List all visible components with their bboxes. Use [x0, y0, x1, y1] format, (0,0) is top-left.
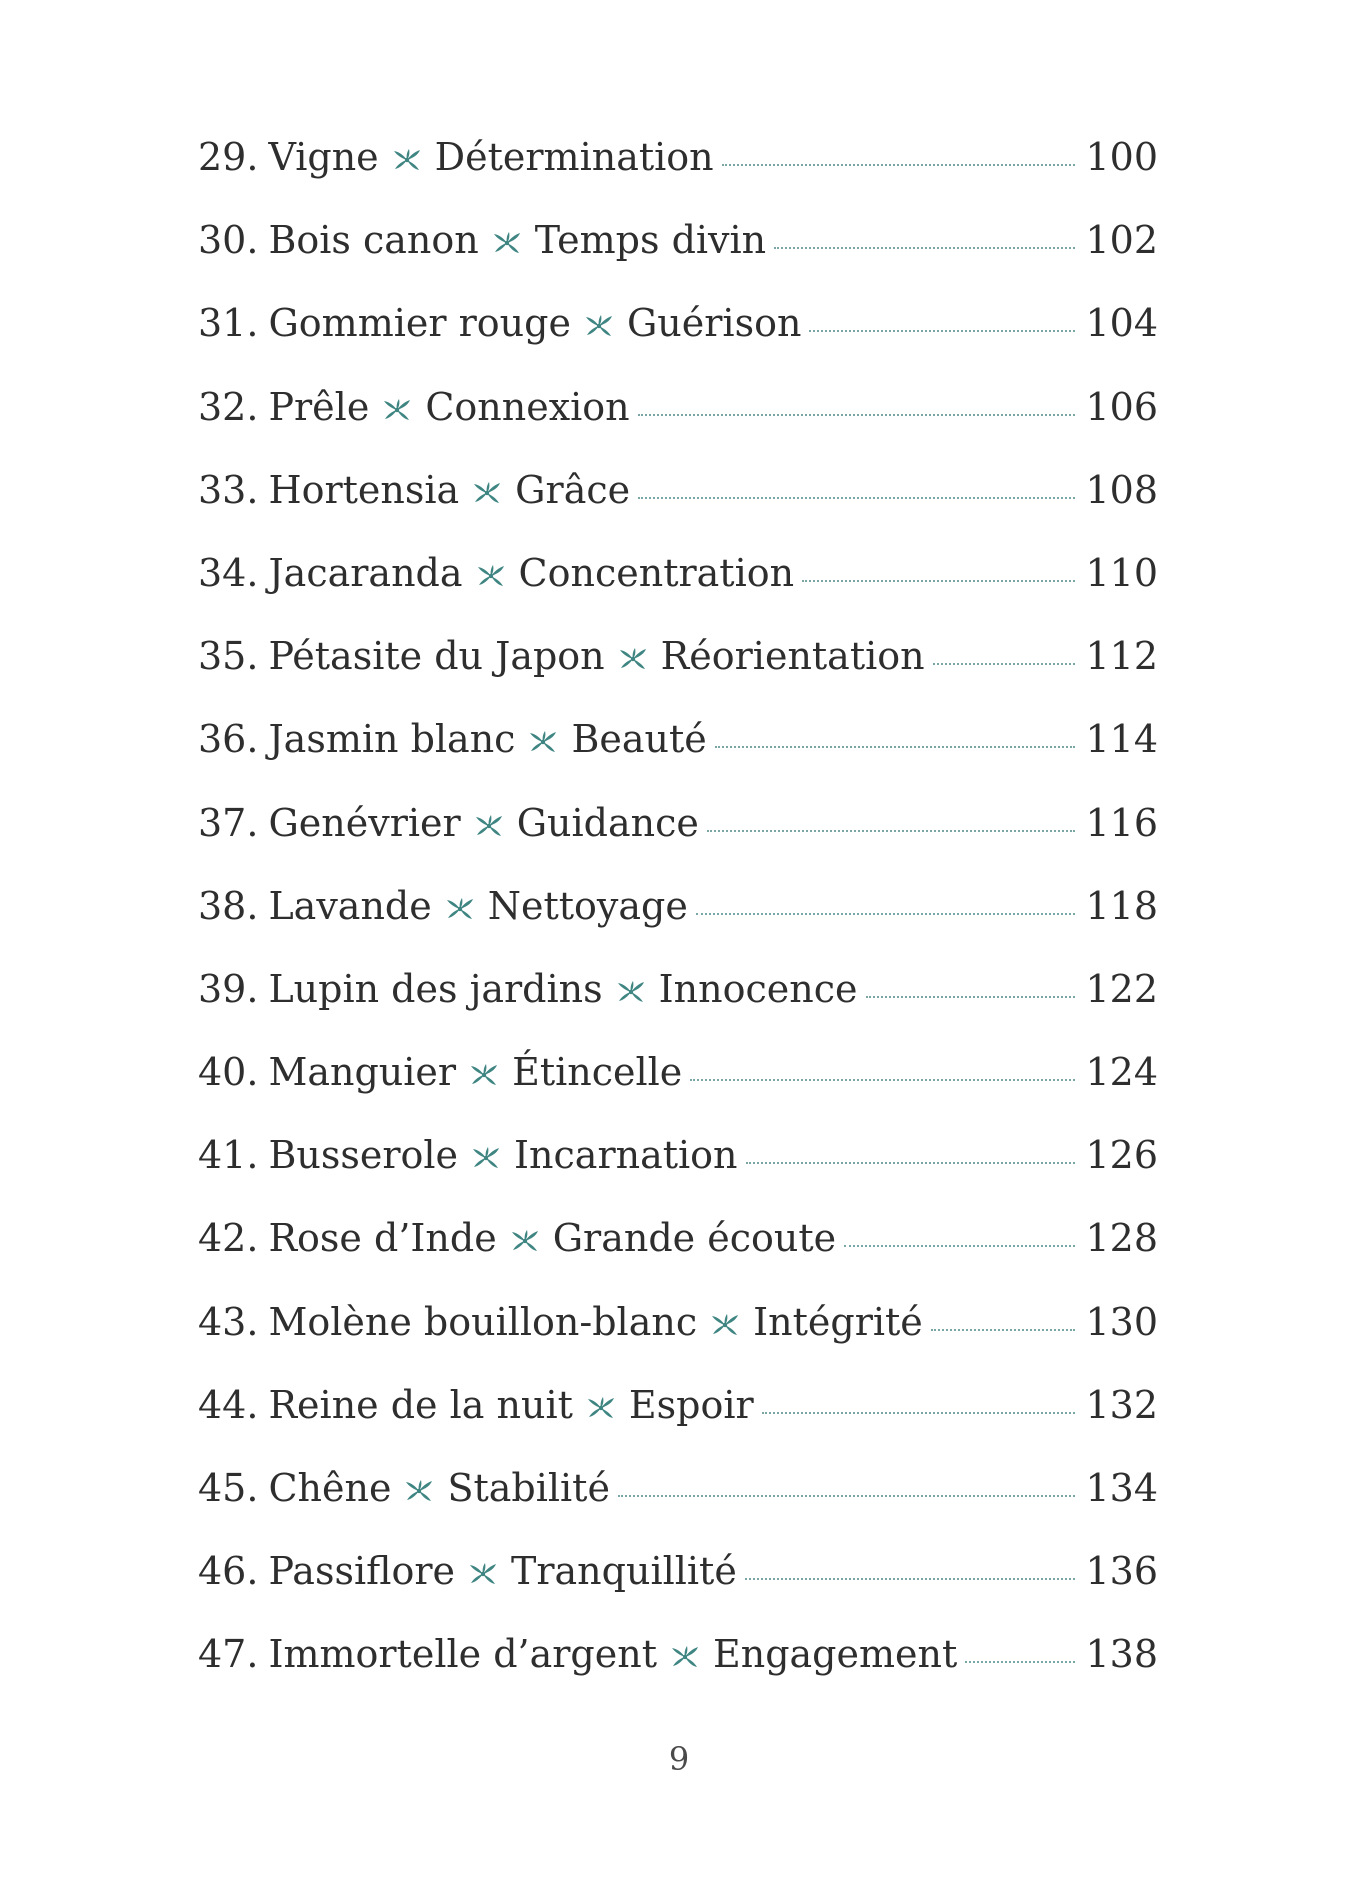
- leaf-ornament-icon: [475, 563, 507, 589]
- dot-leader: [722, 164, 1076, 166]
- entry-number: 30.: [198, 218, 259, 263]
- toc-entry[interactable]: [198, 1632, 1158, 1718]
- dot-leader: [809, 330, 1075, 332]
- entry-number: 38.: [198, 883, 259, 928]
- entry-page-number: 114: [1085, 717, 1158, 762]
- dot-leader: [933, 663, 1076, 665]
- entry-theme: Concentration: [518, 550, 795, 595]
- entry-number: 36.: [198, 717, 259, 762]
- entry-page-number: 100: [1085, 135, 1158, 179]
- entry-page-number: 126: [1085, 1133, 1158, 1178]
- dot-leader: [690, 1079, 1075, 1081]
- toc-entry[interactable]: [198, 1050, 1158, 1136]
- dot-leader: [638, 497, 1075, 499]
- entry-theme: Intégrité: [753, 1299, 923, 1344]
- toc-entry[interactable]: [198, 1299, 1158, 1386]
- entry-page-number: 136: [1085, 1549, 1158, 1594]
- leaf-ornament-icon: [527, 729, 559, 755]
- entry-page-number: 118: [1085, 883, 1158, 928]
- entry-theme: Stabilité: [447, 1466, 610, 1510]
- leaf-ornament-icon: [403, 1478, 435, 1504]
- entry-plant-name: Immortelle d’argent: [268, 1632, 657, 1677]
- entry-plant-name: Gommier rouge: [268, 301, 571, 346]
- entry-number: 32.: [198, 384, 259, 429]
- entry-number: 44.: [198, 1382, 259, 1427]
- dot-leader: [762, 1412, 1076, 1414]
- dot-leader: [696, 913, 1076, 915]
- entry-theme: Étincelle: [512, 1050, 683, 1095]
- leaf-ornament-icon: [381, 397, 413, 423]
- entry-page-number: 132: [1085, 1382, 1158, 1427]
- entry-page-number: 116: [1085, 800, 1158, 845]
- entry-theme: Guidance: [516, 800, 699, 845]
- leaf-ornament-icon: [491, 230, 523, 256]
- entry-number: 37.: [198, 800, 259, 845]
- leaf-ornament-icon: [709, 1312, 741, 1338]
- entry-plant-name: Prêle: [268, 384, 370, 429]
- entry-page-number: 106: [1085, 384, 1158, 429]
- entry-plant-name: Jasmin blanc: [268, 717, 516, 762]
- leaf-ornament-icon: [470, 1145, 502, 1171]
- entry-number: 39.: [198, 966, 259, 1011]
- entry-theme: Nettoyage: [487, 883, 688, 928]
- toc-entry[interactable]: [198, 550, 1158, 637]
- entry-plant-name: Jacaranda: [268, 550, 463, 595]
- entry-theme: Connexion: [425, 384, 630, 429]
- entry-page-number: 102: [1085, 218, 1158, 263]
- dot-leader: [715, 746, 1076, 748]
- entry-number: 43.: [198, 1299, 259, 1344]
- entry-plant-name: Passiflore: [268, 1549, 455, 1594]
- entry-page-number: 138: [1085, 1632, 1158, 1677]
- toc-entry[interactable]: [198, 717, 1158, 803]
- dot-leader: [931, 1329, 1076, 1331]
- entry-page-number: 108: [1085, 467, 1158, 512]
- entry-plant-name: Molène bouillon-blanc: [268, 1299, 698, 1344]
- table-of-contents: [198, 135, 1158, 1719]
- toc-entry[interactable]: [198, 1133, 1158, 1219]
- toc-entry[interactable]: [198, 1216, 1158, 1302]
- leaf-ornament-icon: [583, 313, 615, 339]
- entry-number: 29.: [198, 135, 259, 179]
- dot-leader: [638, 414, 1076, 416]
- toc-entry[interactable]: [198, 467, 1158, 554]
- toc-entry[interactable]: [198, 1466, 1158, 1552]
- entry-theme: Incarnation: [514, 1133, 738, 1178]
- entry-number: 31.: [198, 301, 259, 346]
- dot-leader: [844, 1245, 1075, 1247]
- entry-page-number: 104: [1085, 301, 1158, 346]
- entry-theme: Tranquillité: [511, 1549, 737, 1594]
- toc-entry[interactable]: [198, 800, 1158, 887]
- leaf-ornament-icon: [391, 147, 423, 173]
- toc-entry[interactable]: [198, 1382, 1158, 1469]
- dot-leader: [745, 1578, 1076, 1580]
- entry-theme: Innocence: [658, 966, 858, 1011]
- entry-page-number: 130: [1085, 1299, 1158, 1344]
- entry-number: 47.: [198, 1632, 259, 1677]
- entry-plant-name: Lupin des jardins: [268, 966, 603, 1011]
- entry-plant-name: Vigne: [268, 135, 379, 179]
- toc-entry[interactable]: [198, 384, 1158, 471]
- entry-page-number: 112: [1085, 634, 1158, 679]
- entry-plant-name: Rose d’Inde: [268, 1216, 497, 1261]
- entry-theme: Grande écoute: [552, 1216, 837, 1261]
- entry-plant-name: Reine de la nuit: [268, 1382, 573, 1427]
- toc-entry[interactable]: [198, 218, 1158, 304]
- entry-plant-name: Busserole: [268, 1133, 459, 1178]
- entry-page-number: 110: [1085, 550, 1158, 595]
- entry-theme: Espoir: [628, 1382, 754, 1427]
- leaf-ornament-icon: [468, 1062, 500, 1088]
- dot-leader: [802, 580, 1075, 582]
- entry-plant-name: Pétasite du Japon: [268, 634, 605, 679]
- toc-entry[interactable]: [198, 634, 1158, 720]
- entry-plant-name: Manguier: [268, 1050, 457, 1095]
- entry-number: 46.: [198, 1549, 259, 1594]
- leaf-ornament-icon: [473, 813, 505, 839]
- entry-plant-name: Bois canon: [268, 218, 479, 263]
- entry-page-number: 134: [1085, 1466, 1158, 1510]
- entry-theme: Grâce: [515, 467, 631, 512]
- entry-number: 33.: [198, 467, 259, 512]
- dot-leader: [707, 830, 1076, 832]
- leaf-ornament-icon: [585, 1395, 617, 1421]
- entry-page-number: 122: [1085, 966, 1158, 1011]
- entry-theme: Détermination: [434, 135, 714, 179]
- entry-page-number: 128: [1085, 1216, 1158, 1261]
- entry-plant-name: Chêne: [268, 1466, 392, 1510]
- toc-entry[interactable]: [198, 1549, 1158, 1635]
- dot-leader: [746, 1162, 1076, 1164]
- entry-theme: Réorientation: [660, 634, 925, 679]
- leaf-ornament-icon: [669, 1644, 701, 1670]
- entry-theme: Temps divin: [534, 218, 767, 263]
- entry-page-number: 124: [1085, 1050, 1158, 1095]
- entry-number: 34.: [198, 550, 259, 595]
- leaf-ornament-icon: [471, 480, 503, 506]
- entry-number: 45.: [198, 1466, 259, 1510]
- toc-entry[interactable]: [198, 883, 1158, 970]
- entry-theme: Beauté: [571, 717, 707, 762]
- dot-leader: [866, 996, 1076, 998]
- leaf-ornament-icon: [617, 646, 649, 672]
- toc-entry[interactable]: [198, 301, 1158, 387]
- dot-leader: [965, 1661, 1075, 1663]
- leaf-ornament-icon: [444, 896, 476, 922]
- page-number: 9: [668, 1740, 690, 1778]
- entry-number: 41.: [198, 1133, 259, 1178]
- entry-theme: Engagement: [712, 1632, 958, 1677]
- leaf-ornament-icon: [615, 979, 647, 1005]
- leaf-ornament-icon: [509, 1228, 541, 1254]
- toc-entry[interactable]: [198, 966, 1158, 1053]
- entry-number: 42.: [198, 1216, 259, 1261]
- entry-number: 40.: [198, 1050, 259, 1095]
- dot-leader: [618, 1495, 1076, 1497]
- leaf-ornament-icon: [467, 1561, 499, 1587]
- entry-number: 35.: [198, 634, 259, 679]
- toc-entry[interactable]: [198, 135, 1158, 221]
- entry-theme: Guérison: [626, 301, 802, 346]
- entry-plant-name: Genévrier: [268, 800, 461, 845]
- dot-leader: [774, 247, 1075, 249]
- entry-plant-name: Hortensia: [268, 467, 460, 512]
- entry-plant-name: Lavande: [268, 883, 432, 928]
